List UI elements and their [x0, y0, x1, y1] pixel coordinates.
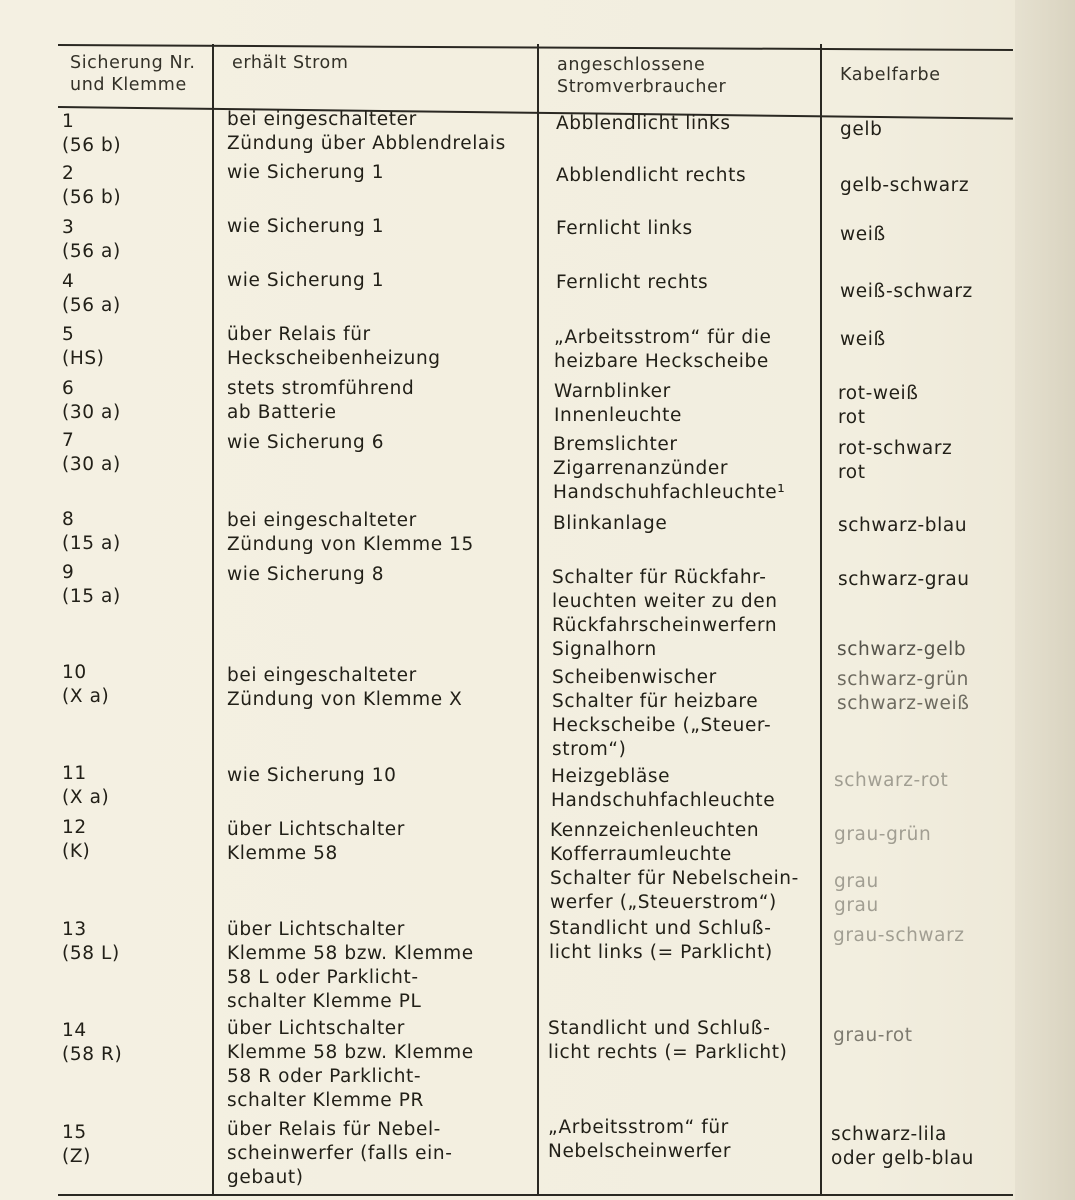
- row-1-consumers: Abblendlicht links: [556, 113, 731, 134]
- row-10-consumers: Scheibenwischer Schalter für heizbare Heckscheibe („Steuer- strom“): [552, 667, 772, 760]
- column-divider-2: [537, 44, 539, 1196]
- row-15-power: über Relais für Nebel- scheinwerfer (falls ein- gebaut): [227, 1119, 453, 1188]
- row-12-consumers: Kennzeichenleuchten Kofferraumleuchte Schalter für Nebelschein- werfer („Steuerstrom“): [550, 820, 799, 913]
- row-7-color: rot-schwarz rot: [838, 438, 953, 483]
- row-10-fuse: 10 (X a): [62, 662, 110, 707]
- row-1-power: bei eingeschalteter Zündung über Abblendrelais: [227, 109, 506, 154]
- row-8-fuse: 8 (15 a): [62, 509, 121, 554]
- row-8-color: schwarz-blau: [838, 515, 968, 536]
- header-color: Kabelfarbe: [840, 65, 941, 85]
- row-6-power: stets stromführend ab Batterie: [227, 378, 415, 423]
- row-9-fuse: 9 (15 a): [62, 562, 121, 607]
- row-2-color: gelb-schwarz: [840, 175, 970, 196]
- header-power: erhält Strom: [232, 53, 349, 73]
- table-bottom-border: [58, 1194, 1013, 1196]
- row-9-power: wie Sicherung 8: [227, 564, 385, 585]
- row-7-power: wie Sicherung 6: [227, 432, 385, 453]
- row-13-consumers: Standlicht und Schluß- licht links (= Parklicht): [549, 918, 773, 963]
- row-8-power: bei eingeschalteter Zündung von Klemme 15: [227, 510, 474, 555]
- row-13-power: über Lichtschalter Klemme 58 bzw. Klemme 58 L oder Parklicht- schalter Klemme PL: [227, 919, 474, 1012]
- row-14-power: über Lichtschalter Klemme 58 bzw. Klemme 58 R oder Parklicht- schalter Klemme PR: [227, 1018, 474, 1111]
- row-14-fuse: 14 (58 R): [62, 1020, 123, 1065]
- header-fuse: Sicherung Nr. und Klemme: [70, 53, 196, 95]
- row-2-power: wie Sicherung 1: [227, 162, 385, 183]
- row-4-fuse: 4 (56 a): [62, 271, 121, 316]
- row-2-fuse: 2 (56 b): [62, 163, 122, 208]
- row-3-color: weiß: [840, 224, 886, 245]
- row-3-power: wie Sicherung 1: [227, 216, 385, 237]
- row-7-consumers: Bremslichter Zigarrenanzünder Handschuhfachleuchte¹: [553, 434, 786, 503]
- row-14-consumers: Standlicht und Schluß- licht rechts (= Parklicht): [548, 1018, 788, 1063]
- row-11-power: wie Sicherung 10: [227, 765, 397, 786]
- row-5-color: weiß: [840, 329, 886, 350]
- row-7-fuse: 7 (30 a): [62, 430, 121, 475]
- row-3-fuse: 3 (56 a): [62, 217, 121, 262]
- table-top-border: [58, 44, 1013, 51]
- row-5-consumers: „Arbeitsstrom“ für die heizbare Heckscheibe: [554, 327, 772, 372]
- row-10-power: bei eingeschalteter Zündung von Klemme X: [227, 665, 463, 710]
- row-6-consumers: Warnblinker Innenleuchte: [554, 381, 682, 426]
- row-5-power: über Relais für Heckscheibenheizung: [227, 324, 441, 369]
- row-12-color-2: grau grau: [834, 871, 879, 916]
- row-9-color: schwarz-grau: [838, 569, 970, 590]
- row-9-consumers: Schalter für Rückfahr- leuchten weiter zu den Rückfahrscheinwerfern Signalhorn: [552, 567, 778, 660]
- row-15-color: schwarz-lila oder gelb-blau: [831, 1124, 974, 1169]
- row-3-consumers: Fernlicht links: [556, 218, 693, 239]
- row-13-color: grau-schwarz: [833, 925, 965, 946]
- row-8-consumers: Blinkanlage: [553, 513, 668, 534]
- row-10-color: schwarz-grün schwarz-weiß: [837, 669, 970, 714]
- row-14-color: grau-rot: [833, 1025, 913, 1046]
- header-consumers: angeschlossene Stromverbraucher: [557, 55, 727, 97]
- row-11-fuse: 11 (X a): [62, 763, 110, 808]
- row-4-consumers: Fernlicht rechts: [556, 272, 709, 293]
- row-6-fuse: 6 (30 a): [62, 378, 121, 423]
- row-12-color: grau-grün: [834, 824, 932, 845]
- row-11-color: schwarz-rot: [834, 770, 949, 791]
- row-1-color: gelb: [840, 119, 883, 140]
- row-2-consumers: Abblendlicht rechts: [556, 165, 747, 186]
- column-divider-1: [212, 44, 214, 1196]
- row-5-fuse: 5 (HS): [62, 324, 105, 369]
- row-9-color-2: schwarz-gelb: [837, 639, 967, 660]
- row-11-consumers: Heizgebläse Handschuhfachleuchte: [551, 766, 776, 811]
- row-12-fuse: 12 (K): [62, 817, 91, 862]
- row-1-fuse: 1 (56 b): [62, 111, 122, 156]
- row-4-power: wie Sicherung 1: [227, 270, 385, 291]
- row-6-color: rot-weiß rot: [838, 383, 919, 428]
- row-12-power: über Lichtschalter Klemme 58: [227, 819, 405, 864]
- row-4-color: weiß-schwarz: [840, 281, 973, 302]
- row-13-fuse: 13 (58 L): [62, 919, 120, 964]
- row-15-consumers: „Arbeitsstrom“ für Nebelscheinwerfer: [548, 1117, 732, 1162]
- row-15-fuse: 15 (Z): [62, 1122, 91, 1167]
